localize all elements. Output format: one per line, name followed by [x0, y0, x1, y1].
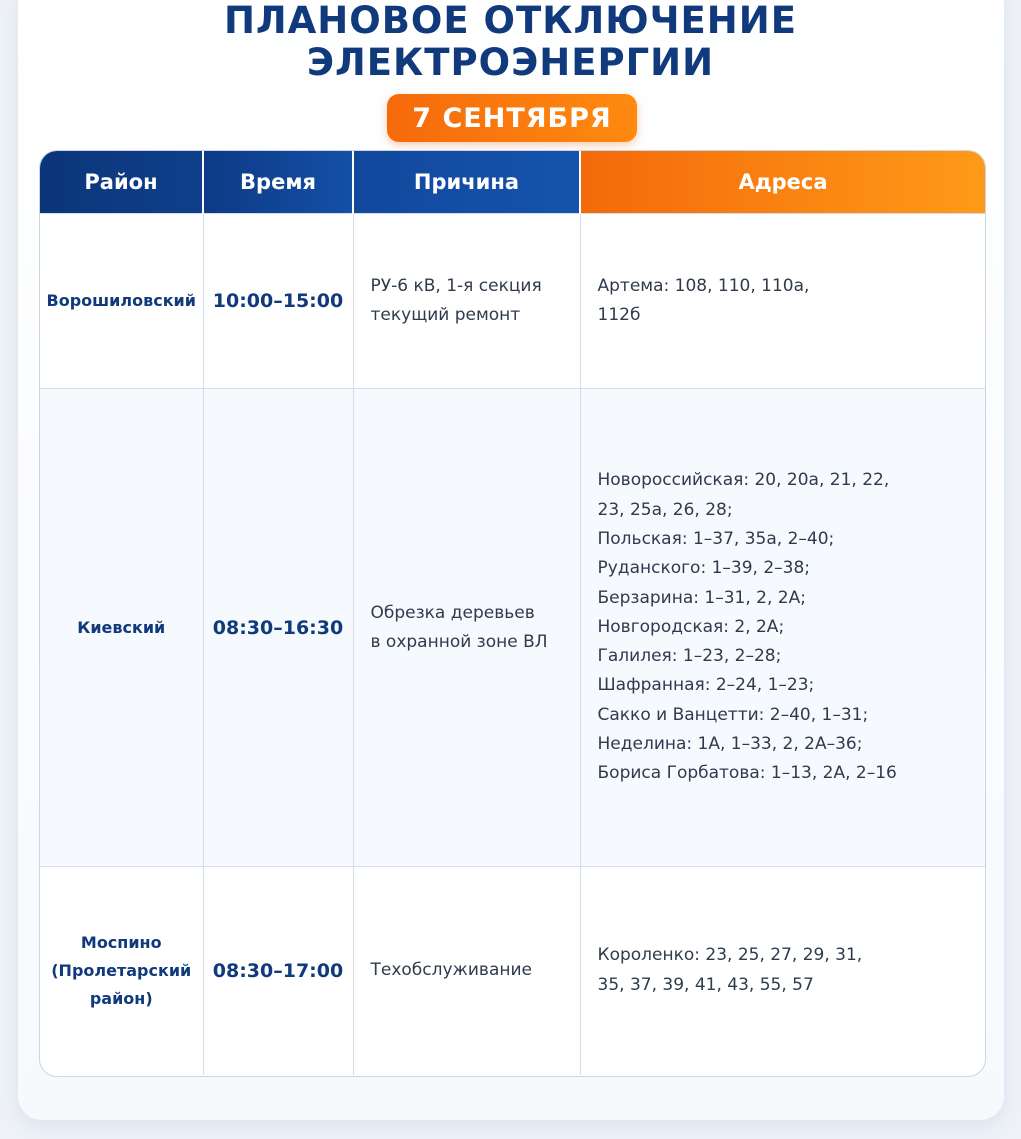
address-line: Новгородская: 2, 2А; — [597, 616, 785, 637]
reason-cell — [353, 867, 580, 1075]
table-header-row — [40, 151, 985, 214]
outage-table — [39, 150, 986, 1077]
time-cell: 08:30–16:30 — [203, 389, 353, 867]
district-cell — [40, 867, 203, 1075]
column-header-reason: Причина — [353, 151, 580, 214]
address-line: Новороссийская: 20, 20а, 21, 22, — [597, 470, 890, 491]
addresses-cell — [580, 867, 985, 1075]
district-cell — [40, 214, 203, 389]
addresses-cell — [580, 389, 985, 867]
table-row — [40, 389, 985, 867]
address-line: Короленко: 23, 25, 27, 29, 31, — [597, 945, 863, 966]
address-line: Шафранная: 2–24, 1–23; — [597, 675, 815, 696]
address-line: Артема: 108, 110, 110а, — [597, 275, 810, 296]
reason-line: в охранной зоне ВЛ — [370, 631, 548, 652]
address-line: Сакко и Ванцетти: 2–40, 1–31; — [597, 704, 869, 725]
address-line: Бориса Горбатова: 1–13, 2А, 2–16 — [597, 763, 897, 784]
column-header-district: Район — [40, 151, 203, 214]
address-line: Берзарина: 1–31, 2, 2А; — [597, 587, 806, 608]
reason-line: РУ-6 кВ, 1-я секция — [370, 276, 542, 296]
district-line: Моспино — [80, 932, 162, 952]
address-line: 112б — [597, 305, 641, 325]
time-cell: 10:00–15:00 — [203, 214, 353, 389]
reason-line: текущий ремонт — [370, 305, 521, 325]
reason-cell — [353, 214, 580, 389]
addresses-cell — [580, 214, 985, 389]
table-row — [40, 867, 985, 1075]
date-badge: 7 СЕНТЯБРЯ — [387, 94, 637, 142]
district-line: (Пролетарский — [51, 960, 192, 980]
table-row — [40, 214, 985, 389]
reason-cell — [353, 389, 580, 867]
column-header-addresses: Адреса — [580, 151, 985, 214]
page-title — [0, 0, 1021, 84]
title-line-1: ПЛАНОВОЕ ОТКЛЮЧЕНИЕ — [223, 0, 798, 42]
reason-line: Техобслуживание — [370, 960, 532, 981]
district-line: Киевский — [77, 617, 166, 637]
column-header-time: Время — [203, 151, 353, 214]
district-cell — [40, 389, 203, 867]
title-line-2: ЭЛЕКТРОЭНЕРГИИ — [306, 41, 715, 84]
address-line: Руданского: 1–39, 2–38; — [597, 558, 811, 579]
address-line: Неделина: 1А, 1–33, 2, 2А–36; — [597, 734, 863, 755]
district-line: район) — [89, 988, 153, 1008]
address-line: Галилея: 1–23, 2–28; — [597, 646, 782, 667]
address-line: 23, 25а, 26, 28; — [597, 499, 733, 520]
district-line: Ворошиловский — [46, 291, 196, 310]
address-line: 35, 37, 39, 41, 43, 55, 57 — [597, 974, 814, 995]
reason-line: Обрезка деревьев — [370, 602, 535, 623]
time-cell: 08:30–17:00 — [203, 867, 353, 1075]
address-line: Польская: 1–37, 35а, 2–40; — [597, 528, 835, 549]
